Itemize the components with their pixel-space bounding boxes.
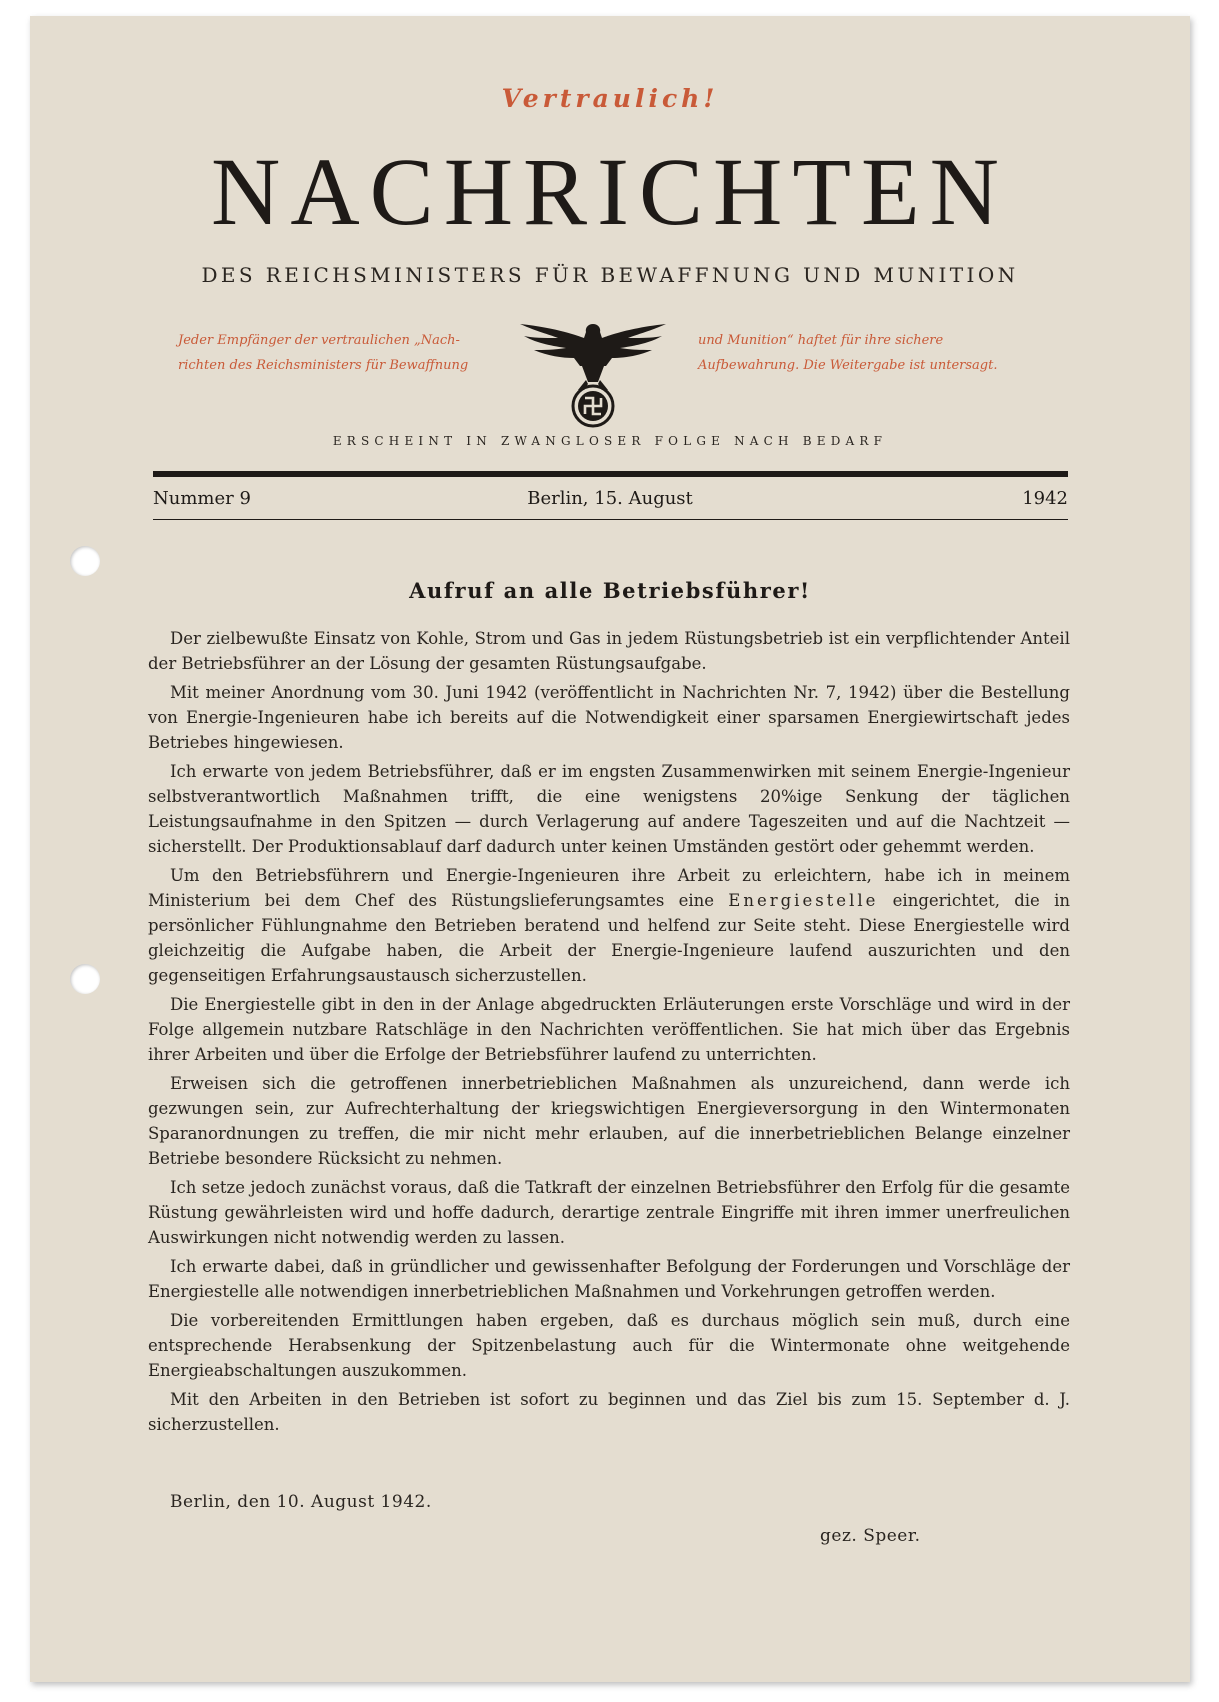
emphasized-term: Energiestelle xyxy=(728,891,879,910)
article-paragraph: Mit den Arbeiten in den Betrieben ist sofort zu beginnen und das Ziel bis zum 15. September d. J. sicherzustellen. xyxy=(148,1390,1070,1434)
paragraph-text: Um den Betriebsführern und Energie-Ingenieuren ihre Arbeit zu erleichtern, habe ich in meinem Ministerium bei dem Chef des Rüstungslieferungsamtes eine xyxy=(148,866,1070,910)
article-paragraph: Mit meiner Anordnung vom 30. Juni 1942 (veröffentlicht in Nachrichten Nr. 7, 1942) über die Bestellung von Energie-Ingenieuren habe ich bereits auf die Notwendigkeit einer sparsamen Energiewirtschaft jedes Betriebes hingewiesen. xyxy=(148,683,1070,752)
eagle-emblem-icon xyxy=(518,316,668,428)
publication-frequency: ERSCHEINT IN ZWANGLOSER FOLGE NACH BEDARF xyxy=(332,434,888,448)
masthead-subtitle: DES REICHSMINISTERS FÜR BEWAFFNUNG UND MUNITION xyxy=(201,263,1019,287)
closing-place-date: Berlin, den 10. August 1942. xyxy=(170,1492,432,1512)
punch-hole xyxy=(70,546,100,576)
article-paragraph xyxy=(148,863,1070,988)
notice-right-line: und Munition“ haftet für ihre sichere xyxy=(698,333,944,348)
article-paragraph: Die vorbereitenden Ermittlungen haben ergeben, daß es durchaus möglich sein muß, durch eine entsprechende Herabsenkung der Spitzenbelastung auch für die Wintermonate ohne weitgehende Energieabschaltungen auszukommen. xyxy=(148,1311,1070,1380)
header-rule xyxy=(153,471,1068,477)
article-paragraph: Die Energiestelle gibt in den in der Anlage abgedruckten Erläuterungen erste Vorschläge und wird in der Folge allgemein nutzbare Ratschläge in den Nachrichten veröffentlichen. Sie hat mich über das Ergebnis ihrer Arbeiten und über die Erfolge der Betriebsführer laufend zu unterrichten. xyxy=(148,995,1070,1064)
issue-place-date: Berlin, 15. August xyxy=(527,488,693,509)
article-paragraph: Erweisen sich die getroffenen innerbetrieblichen Maßnahmen als unzureichend, dann werde ich gezwungen sein, zur Aufrechterhaltung der kriegswichtigen Energieversorgung in den Wintermonaten Sparanordnungen zu treffen, die mir nicht mehr erlauben, auf die innerbetrieblichen Belange einzelner Betriebe besondere Rücksicht zu nehmen. xyxy=(148,1074,1070,1168)
article-body xyxy=(148,626,1070,1441)
notice-left-line: richten des Reichsministers für Bewaffnung xyxy=(178,358,469,373)
notice-left-line: Jeder Empfänger der vertraulichen „Nach- xyxy=(178,333,460,348)
punch-hole xyxy=(70,964,100,994)
article-paragraph: Ich erwarte dabei, daß in gründlicher und gewissenhafter Befolgung der Forderungen und Vorschläge der Energiestelle alle notwendigen innerbetrieblichen Maßnahmen und Vorkehrungen getroffen werden. xyxy=(148,1257,1070,1301)
article-paragraph: Der zielbewußte Einsatz von Kohle, Strom und Gas in jedem Rüstungsbetrieb ist ein verpflichtender Anteil der Betriebsführer an der Lösung der gesamten Rüstungsaufgabe. xyxy=(148,629,1070,673)
notice-right-line: Aufbewahrung. Die Weitergabe ist untersagt. xyxy=(698,358,998,373)
paragraph-text: eingerichtet, die in persönlicher Fühlungnahme den Betrieben beratend und helfend zur Seite steht. Diese Energiestelle wird gleichzeitig die Aufgabe haben, die Arbeit der Energie-Ingenieure laufend auszurichten und den gegenseitigen Erfahrungsaustausch sicherzustellen. xyxy=(148,891,1070,985)
issue-number: Nummer 9 xyxy=(153,488,251,509)
signature: gez. Speer. xyxy=(820,1526,921,1546)
masthead-title: NACHRICHTEN xyxy=(211,138,1009,245)
notice-right xyxy=(698,328,1014,378)
document-page xyxy=(30,16,1190,1682)
issue-year: 1942 xyxy=(1022,488,1068,509)
article-paragraph: Ich erwarte von jedem Betriebsführer, daß er im engsten Zusammenwirken mit seinem Energie-Ingenieur selbstverantwortlich Maßnahmen trifft, die eine wenigstens 20%ige Senkung der täglichen Leistungsaufnahme in den Spitzen — durch Verlagerung auf andere Tageszeiten und auf die Nachtzeit — sicherstellt. Der Produktionsablauf darf dadurch unter keinen Umständen gestört oder gehemmt werden. xyxy=(148,762,1070,856)
info-rule xyxy=(153,519,1068,520)
article-paragraph: Ich setze jedoch zunächst voraus, daß die Tatkraft der einzelnen Betriebsführer den Erfolg für die gesamte Rüstung gewährleisten wird und hoffe dadurch, derartige zentrale Eingriffe mit ihren immer unerfreulichen Auswirkungen nicht notwendig werden zu lassen. xyxy=(148,1178,1070,1247)
notice-left xyxy=(178,328,478,378)
article-title: Aufruf an alle Betriebsführer! xyxy=(409,578,811,603)
confidential-stamp: Vertraulich! xyxy=(501,84,719,113)
